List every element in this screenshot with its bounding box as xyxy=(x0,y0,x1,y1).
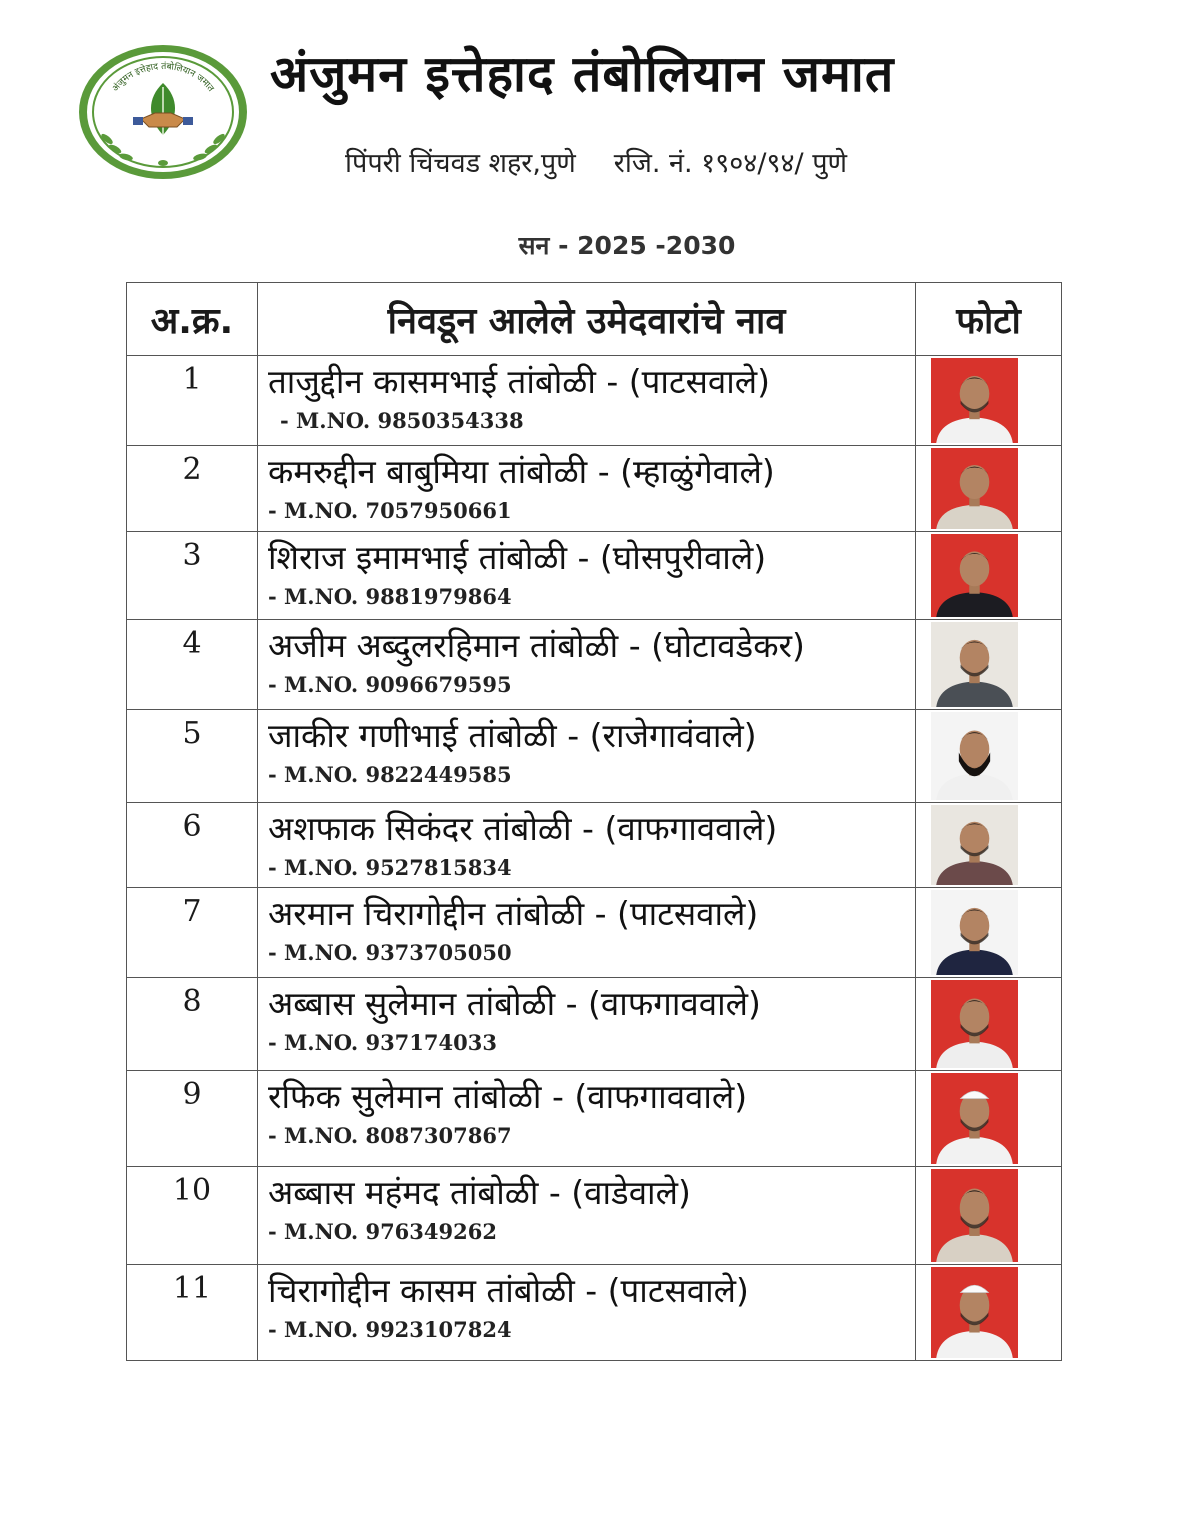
member-name: कमरुद्दीन बाबुमिया तांबोळी - (म्हाळुंगेवाले) xyxy=(268,452,775,491)
member-photo xyxy=(931,622,1018,707)
table-row xyxy=(127,803,1062,888)
svg-text:अंजुमन इत्तेहाद तंबोलियान जमात: अंजुमन इत्तेहाद तंबोलियान जमात xyxy=(110,61,216,94)
member-cell xyxy=(258,356,916,446)
photo-cell xyxy=(916,532,1062,620)
member-mobile: - M.NO. 9527815834 xyxy=(268,855,512,880)
member-cell xyxy=(258,710,916,803)
serial-number: 5 xyxy=(127,710,258,803)
member-cell xyxy=(258,1265,916,1361)
member-name: चिरागोद्दीन कासम तांबोळी - (पाटसवाले) xyxy=(268,1271,749,1310)
photo-cell xyxy=(916,356,1062,446)
member-mobile: - M.NO. 9373705050 xyxy=(268,940,512,965)
header-name: निवडून आलेले उमेदवारांचे नाव xyxy=(258,283,916,356)
term-period: सन - 2025 -2030 xyxy=(518,231,736,260)
organization-logo xyxy=(77,43,249,181)
header-serial: अ.क्र. xyxy=(127,283,258,356)
table-row xyxy=(127,532,1062,620)
table-row xyxy=(127,1265,1062,1361)
serial-number: 8 xyxy=(127,978,258,1071)
member-photo xyxy=(931,1073,1018,1164)
serial-number: 6 xyxy=(127,803,258,888)
member-photo xyxy=(931,358,1018,443)
member-name: अरमान चिरागोद्दीन तांबोळी - (पाटसवाले) xyxy=(268,894,759,933)
member-name: अब्बास सुलेमान तांबोळी - (वाफगाववाले) xyxy=(268,984,761,1023)
location-text: पिंपरी चिंचवड शहर,पुणे xyxy=(345,148,576,179)
serial-number: 1 xyxy=(127,356,258,446)
member-mobile: - M.NO. 937174033 xyxy=(268,1030,497,1055)
member-name: रफिक सुलेमान तांबोळी - (वाफगाववाले) xyxy=(268,1077,748,1116)
table-row xyxy=(127,620,1062,710)
serial-number: 4 xyxy=(127,620,258,710)
member-photo xyxy=(931,1267,1018,1358)
header-photo: फोटो xyxy=(916,283,1062,356)
member-mobile: - M.NO. 8087307867 xyxy=(268,1123,512,1148)
member-name: शिराज इमामभाई तांबोळी - (घोसपुरीवाले) xyxy=(268,538,767,577)
member-photo xyxy=(931,980,1018,1068)
serial-number: 9 xyxy=(127,1071,258,1167)
page-title: अंजुमन इत्तेहाद तंबोलियान जमात xyxy=(270,45,895,103)
member-mobile: - M.NO. 9881979864 xyxy=(268,584,512,609)
table-row xyxy=(127,356,1062,446)
member-cell xyxy=(258,532,916,620)
member-name: अब्बास महंमद तांबोळी - (वाडेवाले) xyxy=(268,1173,691,1212)
member-photo xyxy=(931,805,1018,885)
member-cell xyxy=(258,1071,916,1167)
table-row xyxy=(127,710,1062,803)
table-row xyxy=(127,978,1062,1071)
members-table xyxy=(126,282,1062,1361)
serial-number: 11 xyxy=(127,1265,258,1361)
member-mobile: - M.NO. 9096679595 xyxy=(268,672,512,697)
serial-number: 7 xyxy=(127,888,258,978)
member-photo xyxy=(931,534,1018,617)
member-cell xyxy=(258,1167,916,1265)
member-name: जाकीर गणीभाई तांबोळी - (राजेगावंवाले) xyxy=(268,716,757,755)
table-row xyxy=(127,446,1062,532)
serial-number: 3 xyxy=(127,532,258,620)
member-mobile: - M.NO. 9923107824 xyxy=(268,1317,512,1342)
member-cell xyxy=(258,978,916,1071)
member-cell xyxy=(258,888,916,978)
table-row xyxy=(127,888,1062,978)
photo-cell xyxy=(916,803,1062,888)
member-mobile: - M.NO. 9850354338 xyxy=(280,408,524,433)
photo-cell xyxy=(916,1071,1062,1167)
subtitle xyxy=(345,143,847,180)
registration-number: रजि. नं. १९०४/९४/ पुणे xyxy=(613,148,848,179)
member-mobile: - M.NO. 7057950661 xyxy=(268,498,512,523)
member-photo xyxy=(931,712,1018,800)
member-mobile: - M.NO. 9822449585 xyxy=(268,762,512,787)
photo-cell xyxy=(916,978,1062,1071)
member-cell xyxy=(258,446,916,532)
member-name: ताजुद्दीन कासमभाई तांबोळी - (पाटसवाले) xyxy=(268,362,771,401)
member-photo xyxy=(931,1169,1018,1262)
member-cell xyxy=(258,803,916,888)
table-row xyxy=(127,1167,1062,1265)
serial-number: 10 xyxy=(127,1167,258,1265)
serial-number: 2 xyxy=(127,446,258,532)
member-photo xyxy=(931,448,1018,529)
table-row xyxy=(127,1071,1062,1167)
photo-cell xyxy=(916,888,1062,978)
member-cell xyxy=(258,620,916,710)
photo-cell xyxy=(916,446,1062,532)
member-name: अजीम अब्दुलरहिमान तांबोळी - (घोटावडेकर) xyxy=(268,626,805,665)
member-photo xyxy=(931,890,1018,975)
photo-cell xyxy=(916,710,1062,803)
photo-cell xyxy=(916,1167,1062,1265)
member-name: अशफाक सिकंदर तांबोळी - (वाफगाववाले) xyxy=(268,809,778,848)
photo-cell xyxy=(916,1265,1062,1361)
photo-cell xyxy=(916,620,1062,710)
table-header-row xyxy=(127,283,1062,356)
member-mobile: - M.NO. 976349262 xyxy=(268,1219,497,1244)
